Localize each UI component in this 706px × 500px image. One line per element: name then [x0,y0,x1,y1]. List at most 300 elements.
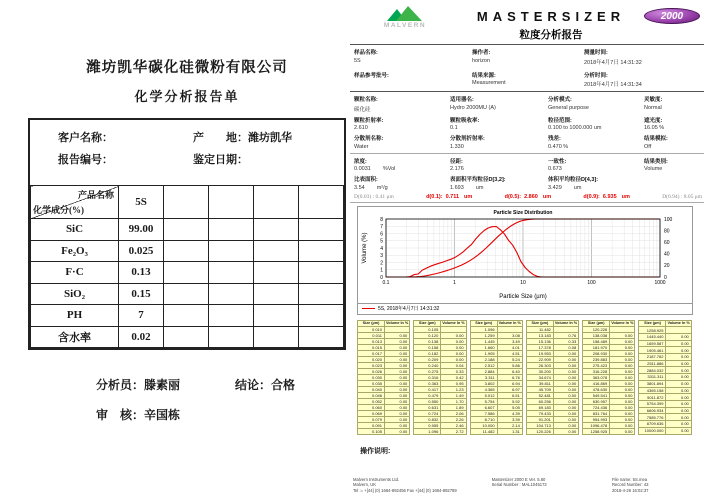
stat-field-label: 表面积平均粒径D[3,2]: [450,177,506,183]
empty-cell [209,219,254,241]
size-cell: 316.228 [583,368,610,374]
volume-cell: 0.00 [610,386,635,392]
result-row [639,380,691,387]
size-cell: 8.710 [470,416,497,422]
result-row [358,428,410,434]
component-cell: 含水率 [31,326,119,348]
value-cell: 0.02 [119,326,164,348]
empty-cell [164,262,209,284]
measurement-params-grid [354,95,704,150]
size-cell: 5.754 [470,398,497,404]
size-column-header: Size (µm) [639,320,666,327]
size-cell: 181.970 [583,344,610,350]
size-cell: 15.136 [526,338,553,344]
param-field [450,134,548,150]
param-field-value-text: 0.100 to 1000.000 um [548,125,602,131]
chart-legend [358,303,692,314]
param-field [548,116,644,132]
volume-cell: 0.00 [385,380,410,386]
volume-cell: 0.00 [385,374,410,380]
volume-cell: 1.70 [441,398,466,404]
size-cell: 0.105 [358,428,385,434]
sample-field-label: 操作者: [472,50,491,56]
volume-cell: 0.00 [610,428,635,434]
volume-cell: 0.00 [385,410,410,416]
param-field [354,95,450,113]
size-cell: 5754.399 [639,400,666,407]
size-cell: 6.607 [470,404,497,410]
size-cell: 1258.925 [639,327,666,334]
param-field-value-text: Water [354,143,369,150]
volume-cell: 0.00 [553,416,578,422]
stat-field-value [354,166,450,172]
size-cell: 1.096 [470,326,497,332]
size-cell: 0.046 [358,392,385,398]
d90-value: 6.935 [602,193,617,200]
value-cell: 0.025 [119,240,164,262]
customer-name-label: 客户名称： [58,132,113,144]
size-cell: 0.040 [358,386,385,392]
volume-cell: 0.42 [441,374,466,380]
size-distribution-tables [357,320,704,435]
size-cell: 1.096 [414,428,441,434]
volume-cell: 1.31 [497,428,522,434]
result-row [639,333,691,340]
volume-cell: 0.00 [385,416,410,422]
d094-note: D(0.94) : 8.05 μm [662,193,702,200]
param-field-label: 灵敏度: [644,97,663,103]
size-column-header: Size (µm) [414,320,441,326]
d10-field [426,194,472,200]
param-field-label: 适用器名: [450,97,474,103]
empty-cell [254,326,299,348]
volume-cell: 0.00 [441,356,466,362]
empty-cell [254,186,299,219]
volume-cell: 0.00 [385,422,410,428]
volume-column-header: Volume In % [386,321,409,325]
param-field [450,95,548,113]
volume-cell: 0.00 [441,350,466,356]
d50-label: d(0.5): [504,193,522,200]
empty-cell [299,262,344,284]
volume-cell: 0.00 [666,360,691,367]
footer-line: Serial Number : MAL1045172 [491,482,547,488]
sample-field-value-text: 2018年4月7日 14:31:32 [584,59,642,66]
result-row [639,421,691,428]
empty-cell [299,240,344,262]
sample-field-label: 样品名称: [354,50,378,56]
result-row [639,327,691,334]
param-field-value-text: Off [644,143,652,150]
param-field-value-text: 2.610 [354,125,368,131]
sample-field-label: 结果来源: [472,72,496,79]
svg-text:60: 60 [664,239,670,246]
table-row [31,326,344,348]
size-cell: 2187.762 [639,354,666,361]
param-field [354,116,450,132]
size-cell: 1.445 [470,338,497,344]
conclusion-field [235,378,295,392]
signature-block [28,376,346,423]
size-cell: 0.955 [414,422,441,428]
footer-line: Malvern, UK [353,482,377,488]
product-name-cell: 5S [119,186,164,219]
size-cell: 0.091 [358,422,385,428]
report-footer [350,477,704,493]
size-cell: 363.078 [583,374,610,380]
stat-field [354,157,450,173]
result-table-column [413,320,466,435]
stat-field [354,175,450,191]
table-row [31,283,344,305]
divider [350,153,704,154]
size-cell: 120.226 [583,326,610,332]
param-field-value [450,125,548,131]
footer-line: Record Number: 43 [611,482,649,488]
volume-cell: 0.00 [441,344,466,350]
volume-cell: 0.00 [553,380,578,386]
sample-field-value [584,80,704,88]
component-cell: SiO₂ [31,283,119,305]
report-table-frame [28,118,346,350]
size-cell: 0.026 [358,368,385,374]
size-cell: 11.482 [470,428,497,434]
result-stats-grid [354,157,704,191]
result-row [639,347,691,354]
volume-cell: 0.04 [441,362,466,368]
volume-cell: 0.00 [553,386,578,392]
divider [350,44,704,45]
stat-field-unit: %Vol [382,166,396,172]
volume-cell: 0.00 [610,362,635,368]
size-cell: 6606.934 [639,407,666,414]
volume-cell: 3.08 [497,332,522,338]
chemical-analysis-report [28,56,346,423]
stat-field-value [354,185,450,191]
volume-cell: 0.33 [441,368,466,374]
divider [350,91,704,92]
volume-cell: 4.01 [497,344,522,350]
size-cell: 5.012 [470,392,497,398]
stat-field [450,157,548,173]
size-column-header: Size (µm) [526,320,553,326]
volume-cell: 0.00 [385,338,410,344]
sample-field [584,48,704,66]
volume-cell: 0.00 [385,368,410,374]
size-cell: 0.550 [414,398,441,404]
volume-cell: 0.00 [666,354,691,361]
size-cell: 0.240 [414,362,441,368]
volume-cell: 0.00 [553,374,578,380]
size-cell: 0.120 [414,332,441,338]
param-field-value [354,125,450,131]
volume-cell [666,327,691,334]
volume-cell: 0.00 [385,404,410,410]
size-cell: 0.015 [358,344,385,350]
empty-cell [164,305,209,327]
sample-info-grid [354,48,704,88]
param-field-label: 颗粒折射率: [354,117,384,124]
analyst-label: 分析员： [96,378,145,392]
empty-cell [254,219,299,241]
malvern-wordmark: MALVERN [383,22,427,29]
result-row [583,428,635,434]
volume-cell: 5.86 [497,362,522,368]
volume-cell: 0.00 [666,414,691,421]
param-field-value [548,144,644,150]
size-cell: 0.079 [358,416,385,422]
svg-text:100: 100 [587,279,596,286]
result-row [639,394,691,401]
param-field-value-text: 0.1 [450,125,458,131]
svg-text:1000: 1000 [654,279,666,286]
volume-cell: 0.00 [553,350,578,356]
param-field [450,116,548,132]
empty-cell [299,326,344,348]
d50-unit: um [542,193,552,200]
volume-cell: 0.00 [666,374,691,381]
particle-size-chart [358,207,692,301]
volume-cell: 2.06 [441,410,466,416]
svg-text:Particle Size (µm): Particle Size (µm) [499,293,547,300]
size-cell: 0.275 [414,368,441,374]
table-row [31,240,344,262]
legend-line-swatch [362,308,375,309]
volume-cell: 0.00 [666,387,691,394]
volume-cell: 0.00 [666,421,691,428]
analyst-name: 滕素丽 [144,378,181,392]
d10-unit: um [464,193,473,200]
size-cell: 1258.925 [583,428,610,434]
volume-cell: 0.00 [610,410,635,416]
svg-text:4: 4 [380,245,383,252]
sample-field-label: 样品参考批号: [354,72,389,79]
sample-field-value [472,58,584,64]
particle-size-chart-frame [357,206,693,315]
volume-cell: 0.00 [666,333,691,340]
stat-field-value-text: 2.176 [450,166,464,172]
size-cell: 91.201 [526,416,553,422]
size-cell: 0.035 [358,380,385,386]
result-row [414,428,466,434]
size-cell: 3311.311 [639,374,666,381]
stat-field-label: 径距: [450,158,463,165]
sample-field [584,71,704,89]
volume-cell: 2.46 [441,422,466,428]
empty-cell [299,305,344,327]
footer-line: File name: 5S.mea [611,476,648,482]
divider [350,202,704,203]
size-cell: 0.417 [414,386,441,392]
size-cell: 17.378 [526,344,553,350]
size-cell: 138.038 [583,332,610,338]
param-field-label: 分散剂折射率: [450,136,485,142]
param-field-value-text: 1.330 [450,143,464,150]
size-cell: 1.259 [470,332,497,338]
stat-field-unit: um [573,184,582,191]
param-field-label: 分散剂名称: [354,136,384,142]
component-cell: PH [31,305,119,327]
size-cell: 19.953 [526,350,553,356]
legend-label: 5S, 2018年4月7日 14:31:32 [378,306,440,312]
volume-cell: 0.00 [553,392,578,398]
value-cell: 0.15 [119,283,164,305]
sample-field [472,48,584,66]
footer-line: 2018-4-26 16:02:37 [611,487,649,493]
reviewer-label: 审 核： [96,408,145,422]
volume-cell: 6.76 [497,374,522,380]
sample-field-value-text: 2018年4月7日 14:31:34 [584,82,642,88]
stat-field [548,157,644,173]
size-cell: 79.433 [526,410,553,416]
result-table-column [582,320,635,435]
company-name: 潍坊凯华碳化硅微粉有限公司 [86,60,288,76]
size-cell: 45.709 [526,386,553,392]
footer-line: Mastersizer 2000 E Ver. 5.60 [491,476,546,482]
volume-column-header: Volume In % [667,321,690,326]
corner-top-label: 产品名称 [77,190,114,200]
stat-field-label: 比表面积: [354,177,378,183]
volume-cell: 4.39 [497,410,522,416]
value-cell: 7 [119,305,164,327]
result-row [470,428,522,434]
svg-text:40: 40 [664,251,670,258]
volume-cell: 0.00 [553,410,578,416]
param-field-value [548,125,644,131]
volume-cell: 0.00 [553,398,578,404]
result-row [639,374,691,381]
table-row [31,262,344,284]
component-cell: SiC [31,219,119,241]
sample-field-value [584,58,704,66]
sample-field [354,71,472,89]
result-row [639,360,691,367]
svg-text:10: 10 [520,279,526,286]
stat-field-value [548,166,644,172]
size-cell: 239.883 [583,356,610,362]
svg-text:3: 3 [380,252,383,259]
stat-field-unit: um [475,184,484,191]
sample-field-label: 测量时间: [584,50,608,56]
size-cell: 0.023 [358,362,385,368]
size-column-header: Size (µm) [470,320,497,326]
result-row [639,414,691,421]
volume-cell: 0.00 [610,380,635,386]
size-cell: 10.000 [470,422,497,428]
volume-cell: 0.00 [610,344,635,350]
size-cell: 22.909 [526,356,553,362]
param-field-value-text: Normal [644,104,662,111]
svg-text:1: 1 [453,279,456,286]
volume-cell: 6.51 [497,392,522,398]
param-field-value [450,144,548,150]
size-cell: 0.631 [414,404,441,410]
svg-text:0: 0 [380,274,383,281]
param-field-label: 遮光度: [644,117,663,124]
operation-notes-label: 操作说明: [360,447,391,455]
svg-text:0: 0 [664,274,667,281]
size-cell: 0.060 [358,404,385,410]
stat-field [450,175,548,191]
param-field-value-text: General purpose [548,104,589,111]
volume-cell: 0.00 [666,380,691,387]
param-field-label: 结果模拟: [644,136,668,142]
result-row [639,367,691,374]
param-field-label: 分析模式: [548,97,572,103]
param-field [354,134,450,150]
volume-cell: 0.00 [385,392,410,398]
size-cell: 0.209 [414,356,441,362]
volume-cell: 1.23 [441,386,466,392]
volume-cell: 0.33 [553,338,578,344]
size-cell: 0.479 [414,392,441,398]
param-field [644,116,704,132]
empty-cell [164,219,209,241]
volume-cell: 0.00 [610,332,635,338]
empty-cell [164,186,209,219]
d90-label: d(0.9): [583,193,600,200]
volume-cell: 0.00 [385,386,410,392]
volume-cell: 6.94 [497,380,522,386]
volume-cell: 0.00 [441,338,466,344]
volume-cell: 0.00 [610,356,635,362]
sample-field-value-text: 5S [354,57,361,64]
conclusion-label: 结论： [235,378,272,392]
size-column-header: Size (µm) [583,320,610,326]
size-cell: 11.482 [526,326,553,332]
mastersizer-wordmark: MASTERSIZER [476,9,626,24]
volume-cell: 0.00 [385,428,410,434]
volume-cell: 3.49 [497,338,522,344]
report-header [350,4,704,42]
diagonal-header-cell [31,186,119,219]
result-row [639,427,691,434]
param-field [548,134,644,150]
volume-cell: 0.00 [610,392,635,398]
stat-field [548,175,644,191]
volume-cell: 1.89 [441,404,466,410]
volume-cell: 0.00 [666,340,691,347]
empty-cell [209,283,254,305]
footer-line: Tel := +[44] (0) 1684-892456 Fax +[44] (0) 1684-892789 [353,487,457,493]
result-table-header-row [639,320,691,327]
table-row [31,219,344,241]
param-field-value-text: 碳化硅 [354,106,371,113]
volume-column-header: Volume In % [442,321,465,325]
size-cell: 52.481 [526,392,553,398]
sample-field [472,71,584,89]
d50-field [505,194,552,200]
volume-cell: 0.00 [666,367,691,374]
size-cell: 69.183 [526,404,553,410]
report-info-block [30,120,344,185]
table-row [31,305,344,327]
size-cell: 0.011 [358,332,385,338]
volume-cell: 2.72 [441,428,466,434]
volume-cell: 0.00 [666,394,691,401]
size-cell: 0.105 [414,326,441,332]
size-cell: 0.020 [358,356,385,362]
size-cell: 831.764 [583,410,610,416]
volume-cell: 0.00 [553,404,578,410]
size-cell: 3.311 [470,374,497,380]
size-cell: 0.069 [358,410,385,416]
size-cell: 3801.894 [639,380,666,387]
stat-field-value-text: Volume [644,166,663,172]
volume-cell: 0.00 [441,332,466,338]
svg-text:5: 5 [380,238,383,245]
volume-column-header: Volume In % [498,321,521,325]
